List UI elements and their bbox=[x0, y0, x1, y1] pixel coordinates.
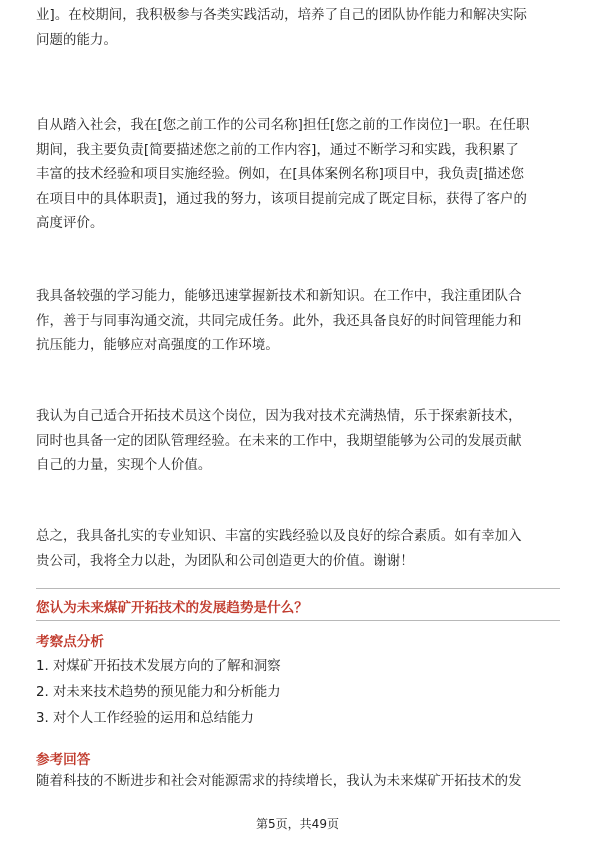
list-item: 2. 对未来技术趋势的预见能力和分析能力 bbox=[36, 685, 281, 700]
paragraph-education bbox=[36, 4, 561, 53]
text-line: 作，善于与同事沟通交流，共同完成任务。此外，我还具备良好的时间管理能力和 bbox=[36, 313, 522, 329]
text-line: 自己的力量，实现个人价值。 bbox=[36, 458, 212, 473]
page-number: 第5页，共49页 bbox=[256, 817, 339, 831]
text-line: 总之，我具备扎实的专业知识、丰富的实践经验以及良好的综合素质。如有幸加入 bbox=[36, 529, 522, 544]
paragraph-suitability bbox=[36, 405, 561, 479]
list-item: 3. 对个人工作经验的运用和总结能力 bbox=[36, 711, 254, 726]
text-line: 自从踏入社会，我在[您之前工作的公司名称]担任[您之前的工作岗位]一职。在任职 bbox=[36, 118, 530, 133]
text-line: 业]。在校期间，我积极参与各类实践活动，培养了自己的团队协作能力和解决实际 bbox=[36, 8, 527, 23]
text-line: 我认为自己适合开拓技术员这个岗位，因为我对技术充满热情，乐于探索新技术， bbox=[36, 409, 522, 424]
text-line: 问题的能力。 bbox=[36, 32, 117, 48]
paragraph-work-experience bbox=[36, 114, 561, 237]
list-item: 1. 对煤矿开拓技术发展方向的了解和洞察 bbox=[36, 659, 281, 674]
text-line: 丰富的技术经验和项目实施经验。例如，在[具体案例名称]项目中，我负责[描述您 bbox=[36, 167, 525, 182]
answer-heading: 参考回答 bbox=[36, 752, 91, 768]
text-line: 期间，我主要负责[简要描述您之前的工作内容]，通过不断学习和实践，我积累了 bbox=[36, 142, 519, 158]
analysis-list bbox=[36, 654, 561, 732]
answer-text: 随着科技的不断进步和社会对能源需求的持续增长，我认为未来煤矿开拓技术的发 bbox=[36, 774, 522, 789]
text-line: 在项目中的具体职责]，通过我的努力，该项目提前完成了既定目标，获得了客户的 bbox=[36, 191, 527, 207]
text-line: 抗压能力，能够应对高强度的工作环境。 bbox=[36, 338, 279, 353]
section-divider bbox=[36, 620, 560, 621]
text-line: 同时也具备一定的团队管理经验。在未来的工作中，我期望能够为公司的发展贡献 bbox=[36, 433, 522, 449]
text-line: 高度评价。 bbox=[36, 216, 104, 231]
text-line: 贵公司，我将全力以赴，为团队和公司创造更大的价值。谢谢！ bbox=[36, 553, 414, 569]
paragraph-abilities bbox=[36, 285, 561, 359]
interview-question: 您认为未来煤矿开拓技术的发展趋势是什么？ bbox=[36, 600, 308, 616]
text-line: 我具备较强的学习能力，能够迅速掌握新技术和新知识。在工作中，我注重团队合 bbox=[36, 289, 522, 304]
section-divider bbox=[36, 588, 560, 589]
analysis-heading: 考察点分析 bbox=[36, 634, 104, 650]
paragraph-conclusion bbox=[36, 525, 561, 574]
